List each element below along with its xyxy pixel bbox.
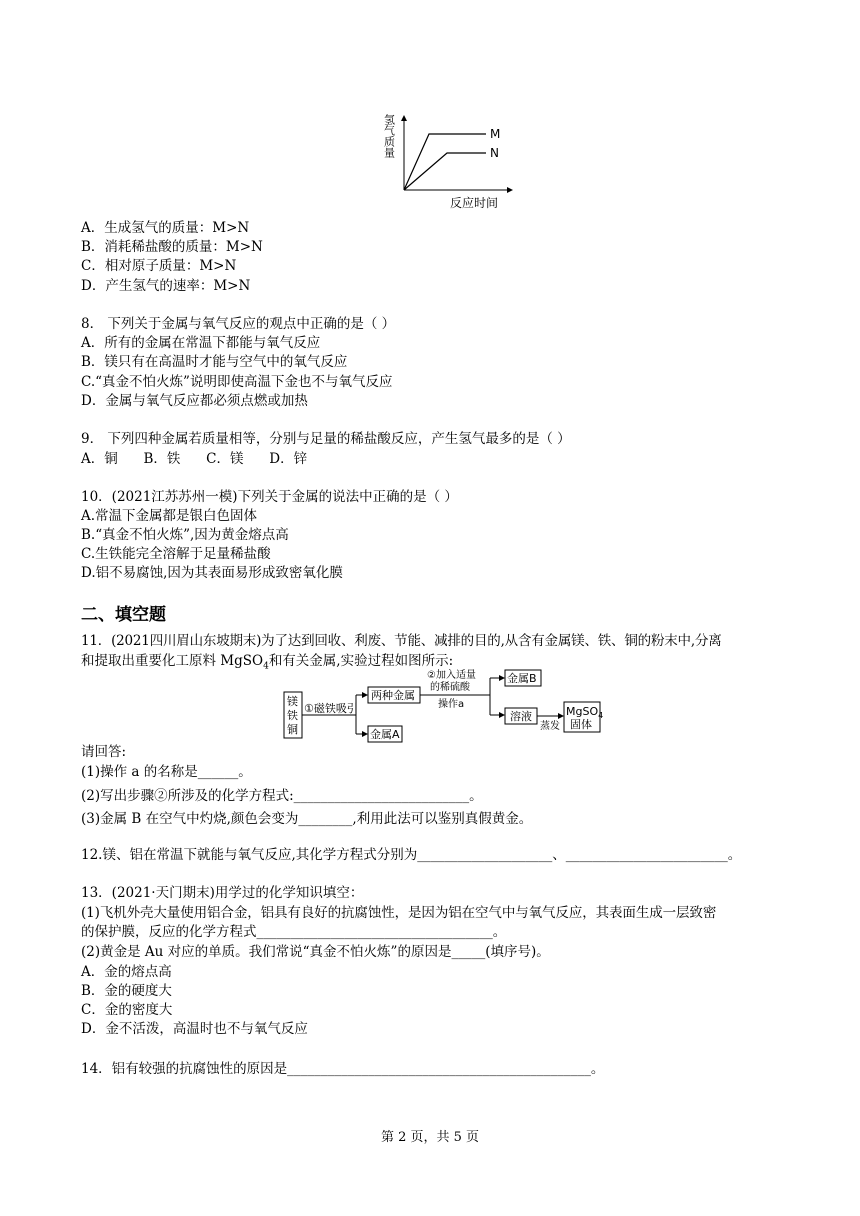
q7-option-b: B．消耗稀盐酸的质量：M>N [81, 239, 263, 255]
q10-option-c: C.生铁能完全溶解于足量稀盐酸 [81, 546, 271, 562]
q14-stem: 14．铝有较强的抗腐蚀性的原因是_____________________________________________。 [81, 1061, 605, 1077]
line-n-label: N [490, 146, 499, 160]
evaporate-label: 蒸发 [540, 721, 560, 732]
line-m-label: M [490, 127, 501, 141]
q10-option-d: D.铝不易腐蚀,因为其表面易形成致密氧化膜 [81, 565, 343, 581]
step2-line1: ②加入适量 [427, 670, 476, 681]
q7-option-a: A．生成氢气的质量：M>N [81, 220, 250, 236]
start-fe: 铁 [287, 709, 298, 722]
op-a-label: 操作a [438, 699, 465, 710]
q8-option-a: A．所有的金属在常温下都能与氧气反应 [81, 335, 321, 351]
q11-stem-sub: 4 [263, 661, 269, 672]
q11-sub2: (2)写出步骤②所涉及的化学方程式:__________________________。 [81, 788, 483, 804]
q13-stem: 13．(2021·天门期末)用学过的化学知识填空： [81, 885, 364, 901]
q13-option-b: B．金的硬度大 [81, 983, 172, 999]
step2-line2: 的稀硫酸 [430, 682, 470, 693]
q10-option-b: B.“真金不怕火炼”,因为黄金熔点高 [81, 527, 289, 543]
q11-sub1: (1)操作 a 的名称是______。 [81, 764, 252, 780]
q11-flow-diagram [282, 668, 604, 744]
q8-option-d: D．金属与氧气反应都必须点燃或加热 [81, 393, 308, 409]
q7-option-c: C．相对原子质量：M>N [81, 258, 237, 274]
start-mg: 镁 [287, 695, 298, 708]
q10-stem: 10．(2021江苏苏州一模)下列关于金属的说法中正确的是（ ） [81, 489, 458, 505]
hydrogen-mass-graph [380, 108, 520, 213]
line-m [404, 134, 486, 190]
q13-option-c: C．金的密度大 [81, 1002, 173, 1018]
q8-stem: 8． 下列关于金属与氧气反应的观点中正确的是（ ） [81, 316, 396, 332]
q8-option-c: C.“真金不怕火炼”说明即使高温下金也不与氧气反应 [81, 374, 393, 390]
metal-b-label: 金属B [507, 672, 537, 685]
metal-a-label: 金属A [370, 728, 400, 741]
q13-sub1-line2: 的保护膜，反应的化学方程式___________________________________。 [81, 924, 507, 940]
q13-sub1-line1: (1)飞机外壳大量使用铝合金，铝具有良好的抗腐蚀性，是因为铝在空气中与氧气反应，其表面生成一层致密 [81, 905, 717, 921]
q11-prompt: 请回答: [81, 744, 127, 760]
q13-sub2: (2)黄金是 Au 对应的单质。我们常说“真金不怕火炼”的原因是_____(填序号)。 [81, 944, 550, 960]
step1-label: ①磁铁吸引 [304, 702, 358, 715]
q11-stem-line1: 11．(2021四川眉山东坡期末)为了达到回收、利废、节能、减排的目的,从含有金属镁、铁、铜的粉末中,分离 [81, 633, 722, 649]
line-n [404, 153, 486, 190]
section-title: 二、填空题 [81, 605, 166, 625]
product-subscript: 4 [598, 711, 604, 720]
y-axis-label: 氢气质量 [382, 114, 396, 158]
q11-stem-line2-a: 和提取出重要化工原料 MgSO [81, 653, 264, 669]
q13-option-d: D．金不活泼，高温时也不与氧气反应 [81, 1021, 308, 1037]
q7-option-d: D．产生氢气的速率：M>N [81, 278, 251, 294]
two-metals-label: 两种金属 [371, 689, 415, 702]
page-footer: 第 2 页，共 5 页 [380, 1130, 480, 1145]
solution-label: 溶液 [510, 710, 532, 723]
q12-stem: 12.镁、铝在常温下就能与氧气反应,其化学方程式分别为____________________、________________________。 [81, 847, 742, 863]
q8-option-b: B．镁只有在高温时才能与空气中的氧气反应 [81, 354, 348, 370]
product-formula: MgSO [566, 705, 599, 718]
q11-sub3: (3)金属 B 在空气中灼烧,颜色会变为________,利用此法可以鉴别真假黄金。 [81, 811, 533, 827]
q9-stem: 9． 下列四种金属若质量相等，分别与足量的稀盐酸反应，产生氢气最多的是（ ） [81, 431, 571, 447]
q9-options: A．铜 B．铁 C．镁 D．锌 [81, 451, 308, 467]
q13-option-a: A．金的熔点高 [81, 964, 172, 980]
x-axis-label: 反应时间 [450, 196, 499, 210]
q11-stem-line2-b: 和有关金属,实验过程如图所示: [268, 653, 454, 669]
product-line2: 固体 [570, 718, 592, 731]
q10-option-a: A.常温下金属都是银白色固体 [81, 508, 258, 524]
start-cu: 铜 [287, 723, 298, 736]
